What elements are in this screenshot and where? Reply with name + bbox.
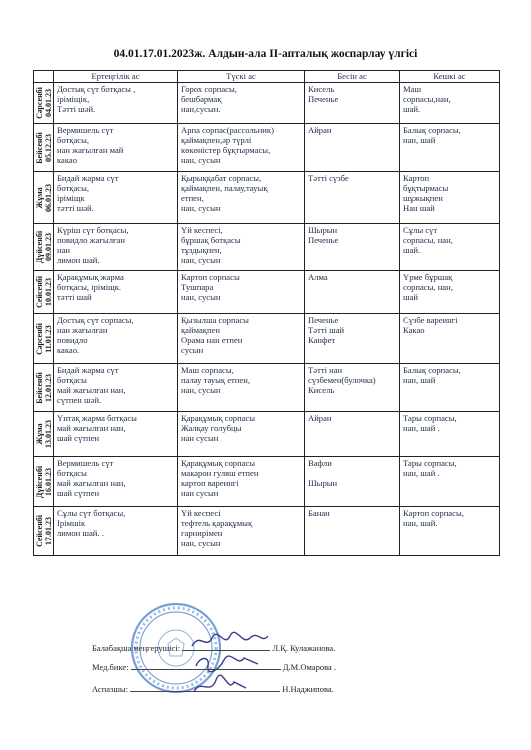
- day-label: Бейсенбі 12.01.23: [34, 371, 53, 404]
- snack-cell: Айран: [305, 412, 400, 457]
- header-breakfast: Ертеңгілік ас: [54, 71, 178, 83]
- lunch-cell: Картоп сорпасы Тушпара нан, сусын: [178, 271, 305, 314]
- table-row: [34, 364, 500, 412]
- day-label: Жұма 13.01.23: [34, 420, 53, 448]
- dinner-cell: Тары сорпасы, нан, шай .: [400, 412, 500, 457]
- table-row: [34, 224, 500, 271]
- dinner-cell: Картоп сорпасы, нан, шай.: [400, 507, 500, 556]
- lunch-cell: Горох сорпасы, бешбармақ нан,сусын.: [178, 83, 305, 124]
- header-lunch: Түскі ас: [178, 71, 305, 83]
- snack-cell: Вафли Шырын: [305, 457, 400, 507]
- signature-role: Мед.бике:: [92, 662, 129, 672]
- signature-role: Балабақша меңгерушісі:: [92, 643, 181, 653]
- lunch-cell: Арпа сорпас(рассольник) қаймақпен,әр түрлі көкөністер бұқтырмасы, нан, сусын: [178, 124, 305, 172]
- breakfast-cell: Сұлы сүт ботқасы, Ірімшік лимон шай. .: [54, 507, 178, 556]
- dinner-cell: Маш сорпасы,нан, шай.: [400, 83, 500, 124]
- signature-line-cook: [92, 683, 334, 694]
- breakfast-cell: Үнтақ жарма ботқасы май жағылған нан, шай сүтпен: [54, 412, 178, 457]
- breakfast-cell: Вермишель сүт ботқасы май жағылған нан, шай сүтпен: [54, 457, 178, 507]
- day-cell: [34, 172, 54, 224]
- day-label: Бейсенбі 05.12.23: [34, 131, 53, 164]
- snack-cell: Шырын Печенье: [305, 224, 400, 271]
- lunch-cell: Қызылша сорпасы қаймақпен Орама нан етпен сусын: [178, 314, 305, 364]
- dinner-cell: Картоп бұқтырмасы шұжықпен Нан шай: [400, 172, 500, 224]
- page-title: 04.01.17.01.2023ж. Алдын-ала ІІ-апталық жоспарлау үлгісі: [113, 48, 418, 60]
- lunch-cell: Маш сорпасы, палау тауық етпен, нан, сусын: [178, 364, 305, 412]
- signature-underline: [131, 661, 281, 670]
- snack-cell: Печенье Тәтті шай Канфет: [305, 314, 400, 364]
- table-header-row: [34, 71, 500, 83]
- signature-underline: [130, 683, 280, 692]
- signature-role: Аспазшы:: [92, 684, 128, 694]
- day-cell: [34, 314, 54, 364]
- breakfast-cell: Бидай жарма сүт ботқасы май жағылған нан, сүтпен шәй.: [54, 364, 178, 412]
- dinner-cell: Үрме бұршақ сорпасы, нан, шай: [400, 271, 500, 314]
- table-row: [34, 83, 500, 124]
- day-label: Дүйсенбі 09.01.23: [34, 230, 53, 264]
- day-cell: [34, 271, 54, 314]
- table-row: [34, 457, 500, 507]
- table-row: [34, 314, 500, 364]
- lunch-cell: Қарақұмық сорпасы макарон гуляш етпен картоп вареингі нан сусын: [178, 457, 305, 507]
- day-cell: [34, 83, 54, 124]
- snack-cell: Тәтті сүзбе: [305, 172, 400, 224]
- day-label: Сейсенбі 17.01.23: [34, 514, 53, 548]
- day-label: Дүйсенбі 16.01.23: [34, 465, 53, 498]
- snack-cell: Банан: [305, 507, 400, 556]
- lunch-cell: Үй кеспесі тефтель қарақұмық гарнирімен нан, сусын: [178, 507, 305, 556]
- header-corner: [34, 71, 54, 83]
- snack-cell: Тәтті нан сүзбемен(булочка) Кисель: [305, 364, 400, 412]
- dinner-cell: Сұлы сүт сорпасы, нан, шай.: [400, 224, 500, 271]
- breakfast-cell: Достық сүт сорпасы, нан жағылған повидло какао.: [54, 314, 178, 364]
- header-snack: Бесін ас: [305, 71, 400, 83]
- lunch-cell: Үй кеспесі, бұршақ ботқасы тұздықпен, нан, сусын: [178, 224, 305, 271]
- snack-cell: Алма: [305, 271, 400, 314]
- day-cell: [34, 364, 54, 412]
- breakfast-cell: Вермишель сүт ботқасы, нан жағылған май какао: [54, 124, 178, 172]
- dinner-cell: Балық сорпасы, нан, шай: [400, 124, 500, 172]
- lunch-cell: Қырыққабат сорпасы, қаймақпен, палау,тауық етпен, нан, сусын: [178, 172, 305, 224]
- day-cell: [34, 507, 54, 556]
- day-cell: [34, 412, 54, 457]
- lunch-cell: Қарақұмық сорпасы Жалқау голубцы нан сусын: [178, 412, 305, 457]
- breakfast-cell: Достық сүт ботқасы , іріміщік, Тәтті шәй.: [54, 83, 178, 124]
- table-row: [34, 412, 500, 457]
- header-dinner: Кешкі ас: [400, 71, 500, 83]
- table-row: [34, 172, 500, 224]
- menu-table: [33, 70, 500, 556]
- signature-line-nurse: [92, 661, 336, 672]
- snack-cell: Кисель Печенье: [305, 83, 400, 124]
- day-cell: [34, 224, 54, 271]
- dinner-cell: Тары сорпасы, нан, шай .: [400, 457, 500, 507]
- day-cell: [34, 124, 54, 172]
- breakfast-cell: Қарақұмық жарма ботқасы, іріміщк. тәтті шай: [54, 271, 178, 314]
- dinner-cell: Балық сорпасы, нан, шай: [400, 364, 500, 412]
- day-label: Сейсенбі 10.01.23: [34, 275, 53, 309]
- day-label: Сәрсенбі 04.01.23: [34, 87, 53, 119]
- signature-name: Л.Қ. Кулажанова.: [272, 643, 336, 653]
- signature-line-head: [92, 642, 335, 653]
- dinner-cell: Сүзбе вареингі Какао: [400, 314, 500, 364]
- signature-underline: [182, 642, 270, 651]
- day-label: Жұма 06.01.23: [34, 183, 53, 212]
- day-cell: [34, 457, 54, 507]
- signature-name: Д.М.Омарова .: [282, 662, 336, 672]
- signature-name: Н.Наджипова.: [282, 684, 334, 694]
- day-label: Сәрсенбі 11.01.23: [34, 322, 53, 355]
- table-row: [34, 124, 500, 172]
- breakfast-cell: Күріш сүт ботқасы, повидло жағылған нан лимон шай.: [54, 224, 178, 271]
- snack-cell: Айран: [305, 124, 400, 172]
- table-row: [34, 507, 500, 556]
- table-row: [34, 271, 500, 314]
- breakfast-cell: Бидай жарма сүт ботқасы, іріміщк тәтті шәй.: [54, 172, 178, 224]
